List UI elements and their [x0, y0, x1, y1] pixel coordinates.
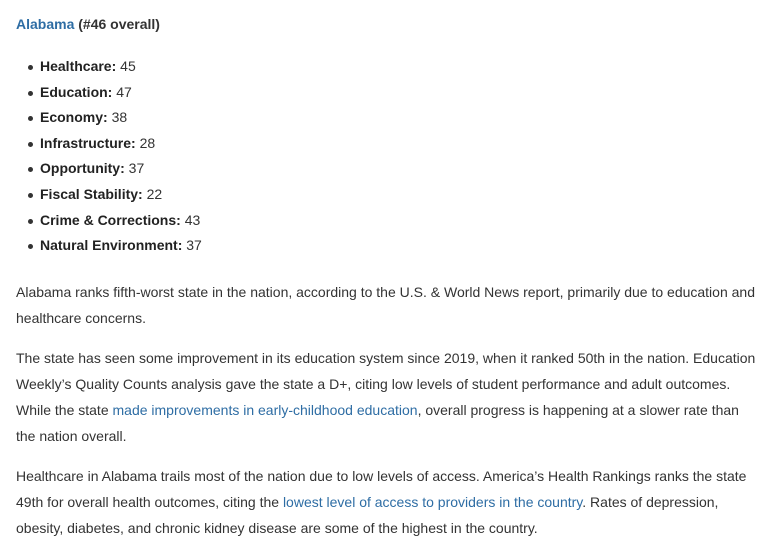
- ranking-label: Fiscal Stability:: [40, 185, 143, 202]
- paragraph-text: . Rates of depression, obesity, diabetes, and chronic kidney disease are some of the highest in the country.: [16, 493, 719, 536]
- ranking-item-economy: [16, 105, 772, 131]
- paragraph-healthcare: [16, 463, 762, 541]
- paragraph-text: , overall progress is happening at a slower rate than the nation overall.: [16, 401, 739, 444]
- paragraph-summary: Alabama ranks fifth-worst state in the nation, according to the U.S. & World News report, primarily due to education and healthcare concerns.: [16, 283, 755, 326]
- ranking-label: Healthcare:: [40, 58, 117, 74]
- ranking-item-education: [16, 80, 772, 106]
- ranking-label: Education:: [40, 83, 113, 100]
- bullet-icon: [28, 219, 33, 224]
- ranking-label: Economy:: [40, 109, 108, 126]
- ranking-value: 45: [116, 58, 136, 74]
- state-heading: [16, 13, 772, 35]
- ranking-item-infrastructure: [16, 131, 772, 157]
- ranking-item-opportunity: [16, 156, 772, 182]
- ranking-value: 47: [112, 83, 132, 100]
- paragraph-text: The state has seen some improvement in its education system since 2019, when it ranked 50th in the nation. Education Weekly’s Quality Counts analysis gave the state a D+, citing low levels of student performance and adult outcomes. While the state: [16, 349, 756, 418]
- ranking-item-healthcare: [16, 54, 772, 80]
- ranking-item-crime-corrections: [16, 208, 772, 234]
- ranking-item-fiscal-stability: [16, 182, 772, 208]
- bullet-icon: [28, 116, 33, 121]
- bullet-icon: [28, 65, 33, 70]
- state-link[interactable]: Alabama: [16, 16, 75, 32]
- ranking-value: 43: [180, 211, 201, 228]
- overall-rank: (#46 overall): [78, 16, 160, 32]
- ranking-value: 38: [107, 109, 128, 126]
- ranking-value: 37: [124, 160, 145, 177]
- bullet-icon: [28, 193, 33, 198]
- paragraph-education: [16, 345, 762, 449]
- ranking-label: Infrastructure:: [40, 134, 136, 151]
- bullet-icon: [28, 167, 33, 172]
- ranking-label: Opportunity:: [40, 160, 125, 177]
- ranking-value: 28: [135, 134, 156, 151]
- rankings-list: [16, 54, 772, 259]
- ranking-label: Crime & Corrections:: [40, 211, 181, 228]
- early-childhood-education-link[interactable]: made improvements in early-childhood education: [112, 401, 418, 418]
- ranking-value: 37: [182, 237, 202, 254]
- bullet-icon: [28, 142, 33, 147]
- access-to-providers-link[interactable]: lowest level of access to providers in the country: [282, 493, 583, 510]
- ranking-item-natural-environment: [16, 233, 772, 259]
- ranking-label: Natural Environment:: [40, 237, 183, 254]
- bullet-icon: [28, 91, 33, 96]
- paragraph-text: Healthcare in Alabama trails most of the nation due to low levels of access. America’s Health Rankings ranks the state 49th for overall health outcomes, citing the: [16, 467, 747, 510]
- bullet-icon: [28, 244, 33, 249]
- ranking-value: 22: [142, 185, 163, 202]
